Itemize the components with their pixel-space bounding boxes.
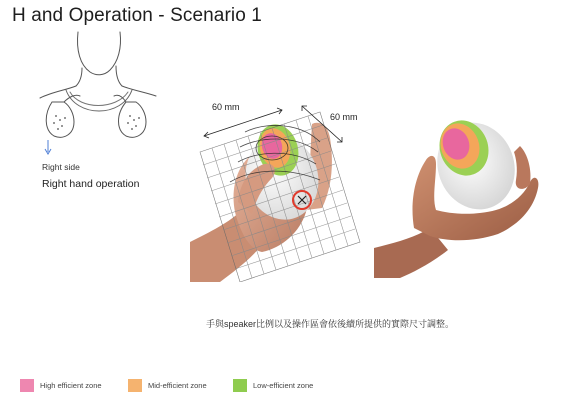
low-zone-swatch [233,379,247,392]
page-title: H and Operation - Scenario 1 [12,5,262,26]
width-measurement: 60 mm [212,102,240,112]
hand-operation-caption: Right hand operation [42,178,140,190]
legend-item-mid [128,378,207,392]
neck-speaker-sketch [30,30,160,165]
legend-label-mid: Mid-efficient zone [148,380,207,390]
legend-item-low [233,378,313,392]
down-arrow-icon [45,140,51,154]
height-measurement: 60 mm [330,112,358,122]
hand-holding-speaker-photo [374,118,544,278]
legend-item-high [20,378,102,392]
legend-label-low: Low-efficient zone [253,380,314,390]
scale-note: 手與speaker比例以及操作區會依後續所提供的實際尺寸調整。 [206,319,455,329]
legend-label-high: High efficient zone [40,380,102,390]
mid-zone-swatch [128,379,142,392]
hand-grid-photo [190,92,370,282]
side-label: Right side [42,162,80,172]
high-zone-swatch [20,379,34,392]
